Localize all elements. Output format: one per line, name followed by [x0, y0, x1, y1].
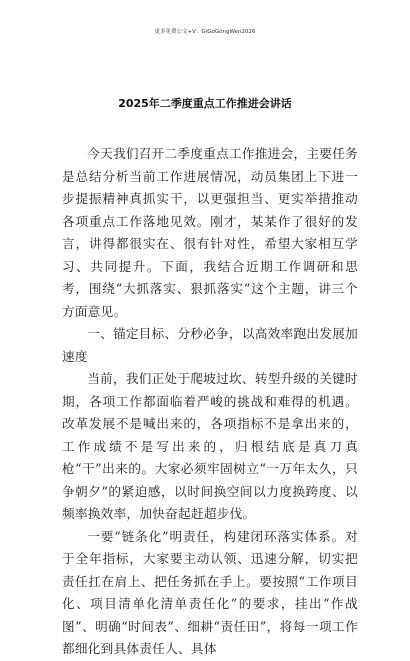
section-heading-1: 一、锚定目标、分秒必争，以高效率跑出发展加速度 — [62, 326, 358, 364]
intro-paragraph: 今天我们召开二季度重点工作推进会，主要任务是总结分析当前工作进展情况，动员集团上下进一步提振精神真抓实干，以更强担当、更实举措推动各项重点工作落地见效。刚才，某某作了很好的发言，讲得都很实在、很有针对性，希望大家相互学习、共同提升。下面，我结合近期工作调研和思考，围绕“大抓落实、狠抓落实”这个主题，讲三个方面意见。 — [62, 146, 358, 319]
body-paragraph: 当前，我们正处于爬坡过坎、转型升级的关键时期，各项工作都面临着严峻的挑战和难得的机遇。改革发展不是喊出来的，各项指标不是拿出来的，工作成绩不是写出来的，归根结底是真刀真枪“干”出来的。大家必须牢固树立“一万年太久，只争朝夕”的紧迫感，以时间换空间以力度换跨度、以频率换效率，加快奋起赶超步伐。 — [62, 371, 358, 521]
body-paragraph: 一要“链条化”明责任，构建闭环落实体系。对于全年指标，大家要主动认领、迅速分解，切实把责任扛在肩上、把任务抓在手上。要按照“工作项目化、项目清单化清单责任化”的要求，挂出“作战图”、明确“时间表”、细耕“责任田”，将每一项工作都细化到具体责任人、具体 — [62, 528, 358, 656]
header-note: 更多免费公文+V：GiGoGongWen2026 — [154, 29, 256, 35]
document-body — [62, 143, 358, 661]
document-title: 2025年二季度重点工作推进会讲话 — [118, 97, 292, 110]
